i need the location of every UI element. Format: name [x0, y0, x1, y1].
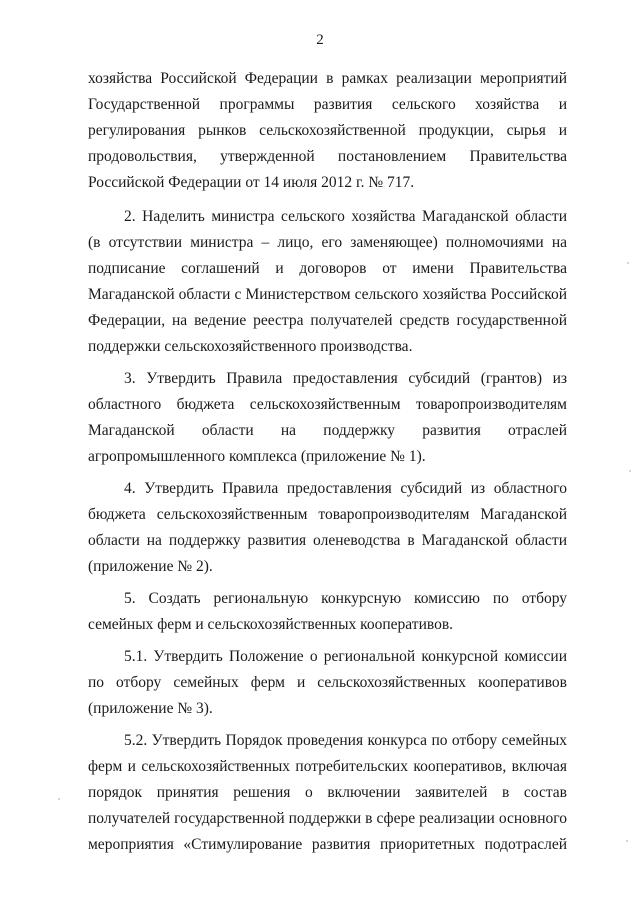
- paragraph-item-4: 4. Утвердить Правила предоставления субсидий из областного бюджета сельскохозяйственным товаропроизводителям Магаданской области на поддержку развития оленеводства в Магаданской области (приложение № 2).: [88, 480, 567, 575]
- scan-speck: [627, 262, 629, 264]
- paragraph-item-2: 2. Наделить министра сельского хозяйства Магаданской области (в отсутствии министра – лицо, его заменяющее) полномочиями на подписание соглашений и договоров от имени Правительства Магаданской области с Министерством сельского хозяйства Российской Федерации, на ведение реестра получателей средств государственной поддержки сельскохозяйственного производства.: [88, 208, 567, 355]
- paragraph-item-5-2: 5.2. Утвердить Порядок проведения конкурса по отбору семейных ферм и сельскохозяйственных потребительских кооперативов, включая порядок принятия решения о включении заявителей в состав получателей государственной поддержки в сфере реализации основного мероприятия «Стимулирование развития приоритетных подотраслей: [88, 732, 567, 853]
- scan-speck: [629, 470, 631, 472]
- paragraph-continuation: хозяйства Российской Федерации в рамках реализации мероприятий Государственной программы развития сельского хозяйства и регулирования рынков сельскохозяйственной продукции, сырья и продовольствия, утвержденной постановлением Правительства Российской Федерации от 14 июля 2012 г. № 717.: [88, 70, 567, 191]
- page-number: 2: [316, 32, 324, 48]
- paragraph-item-3: 3. Утвердить Правила предоставления субсидий (грантов) из областного бюджета сельскохозяйственным товаропроизводителям Магаданской области на поддержку развития отраслей агропромышленного комплекса (приложение № 1).: [88, 370, 567, 465]
- scan-speck: [58, 798, 60, 800]
- scan-speck: [626, 840, 628, 842]
- paragraph-item-5: 5. Создать региональную конкурсную комиссию по отбору семейных ферм и сельскохозяйственных кооперативов.: [88, 590, 567, 633]
- paragraph-item-5-1: 5.1. Утвердить Положение о региональной конкурсной комиссии по отбору семейных ферм и сельскохозяйственных кооперативов (приложение № 3).: [88, 648, 567, 717]
- document-body: [88, 66, 567, 858]
